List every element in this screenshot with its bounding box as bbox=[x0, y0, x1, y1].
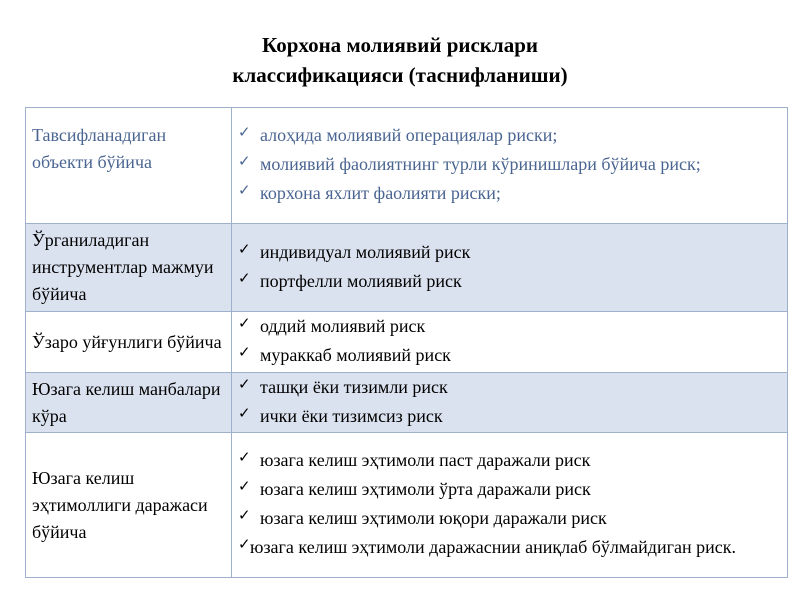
criterion-cell: Тавсифланадиган объекти бўйича bbox=[26, 108, 232, 224]
items-cell bbox=[232, 224, 788, 312]
checkmark-icon: ✓ bbox=[238, 316, 251, 332]
table-row bbox=[26, 373, 788, 433]
list-item: ✓ мураккаб молиявий риск bbox=[238, 342, 781, 371]
list-item: ✓ юзага келиш эҳтимоли паст даражали риск bbox=[238, 447, 781, 476]
risk-classification-table bbox=[25, 107, 788, 578]
checkmark-icon: ✓ bbox=[238, 508, 251, 524]
list-item: ✓ портфелли молиявий риск bbox=[238, 268, 781, 297]
checkmark-icon: ✓ bbox=[238, 154, 251, 170]
checkmark-icon: ✓ bbox=[238, 345, 251, 361]
list-item: ✓ молиявий фаолиятнинг турли кўринишлари бўйича риск; bbox=[238, 151, 781, 180]
table-row bbox=[26, 224, 788, 312]
list-item: ✓ оддий молиявий риск bbox=[238, 313, 781, 342]
list-item: ✓ корхона яхлит фаолияти риски; bbox=[238, 180, 781, 209]
checkmark-icon: ✓ bbox=[238, 125, 251, 141]
checkmark-icon: ✓ bbox=[238, 376, 251, 393]
checkmark-icon: ✓ bbox=[238, 405, 251, 422]
list-item: ✓ ташқи ёки тизимли риск bbox=[238, 374, 781, 403]
checkmark-icon: ✓ bbox=[238, 270, 251, 287]
title-line-1: Корхона молиявий рисклари bbox=[262, 33, 538, 57]
table-row bbox=[26, 433, 788, 578]
list-item: ✓юзага келиш эҳтимоли даражаснии аниқлаб бўлмайдиган риск. bbox=[238, 534, 781, 563]
checkmark-icon: ✓ bbox=[238, 183, 251, 199]
criterion-cell: Ўрганиладиган инструментлар мажмуи бўйича bbox=[26, 224, 232, 312]
list-item: ✓ индивидуал молиявий риск bbox=[238, 239, 781, 268]
checkmark-icon: ✓ bbox=[238, 450, 251, 466]
items-cell bbox=[232, 433, 788, 578]
criterion-cell: Ўзаро уйғунлиги бўйича bbox=[26, 312, 232, 373]
checkmark-icon: ✓ bbox=[238, 241, 251, 258]
items-cell bbox=[232, 312, 788, 373]
list-item: ✓ юзага келиш эҳтимоли юқори даражали риск bbox=[238, 505, 781, 534]
items-cell bbox=[232, 108, 788, 224]
criterion-cell: Юзага келиш манбалари кўра bbox=[26, 373, 232, 433]
list-item: ✓ алоҳида молиявий операциялар риски; bbox=[238, 122, 781, 151]
checkmark-icon: ✓ bbox=[238, 537, 251, 553]
criterion-cell: Юзага келиш эҳтимоллиги даражаси бўйича bbox=[26, 433, 232, 578]
items-cell bbox=[232, 373, 788, 433]
table-row bbox=[26, 108, 788, 224]
table-row bbox=[26, 312, 788, 373]
page-title bbox=[0, 30, 800, 90]
title-line-2: классификацияси (таснифланиши) bbox=[232, 63, 568, 87]
list-item: ✓ ички ёки тизимсиз риск bbox=[238, 403, 781, 432]
list-item: ✓ юзага келиш эҳтимоли ўрта даражали риск bbox=[238, 476, 781, 505]
checkmark-icon: ✓ bbox=[238, 479, 251, 495]
